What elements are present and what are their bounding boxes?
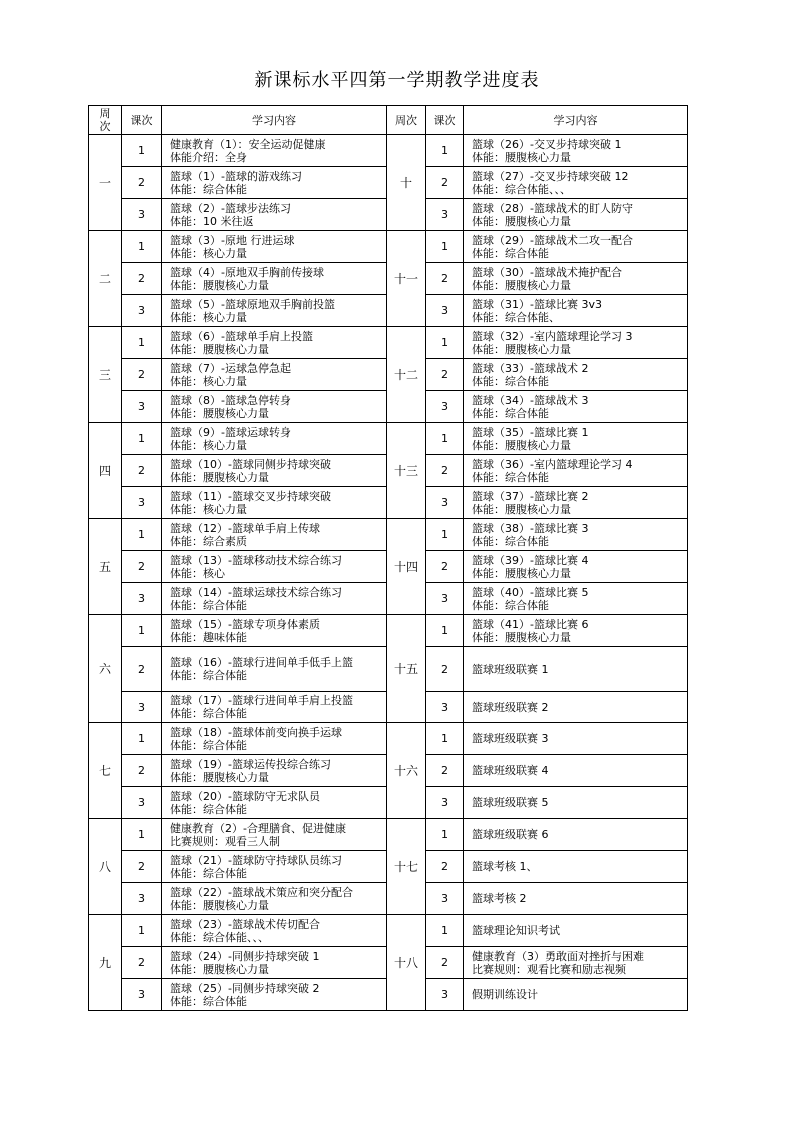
lesson-number-left: 1: [122, 231, 162, 263]
lesson-content-right: [464, 883, 688, 915]
content-line-2: 体能：综合体能、: [472, 310, 560, 324]
lesson-number-left: 2: [122, 455, 162, 487]
week-number-left: 九: [89, 915, 122, 1011]
lesson-number-left: 3: [122, 979, 162, 1011]
content-line-1: 篮球班级联赛 5: [472, 796, 549, 809]
content-line-2: 体能：腰腹核心力量: [170, 962, 269, 976]
content-line-2: 体能：腰腹核心力量: [472, 278, 571, 292]
content-line-1: 篮球（12）-篮球单手肩上传球: [170, 521, 320, 535]
lesson-content-left: [162, 615, 387, 647]
content-line-2: 体能：综合体能: [472, 374, 549, 388]
lesson-content-right: [464, 787, 688, 819]
content-line-1: 篮球（3）-原地 行进运球: [170, 233, 295, 247]
week-number-right: 十: [387, 135, 426, 231]
lesson-number-right: 1: [426, 819, 464, 851]
lesson-content-left: [162, 423, 387, 455]
content-line-1: 篮球理论知识考试: [472, 924, 560, 937]
lesson-number-right: 3: [426, 583, 464, 615]
lesson-content-left: [162, 647, 387, 692]
content-line-1: 篮球（13）-篮球移动技术综合练习: [170, 553, 342, 567]
content-line-1: 篮球（35）-篮球比赛 1: [472, 425, 589, 439]
lesson-content-left: [162, 819, 387, 851]
lesson-content-left: [162, 167, 387, 199]
lesson-number-right: 2: [426, 167, 464, 199]
table-row: [89, 615, 688, 647]
week-number-right: 十一: [387, 231, 426, 327]
lesson-number-right: 1: [426, 423, 464, 455]
lesson-number-right: 2: [426, 755, 464, 787]
content-line-1: 篮球（40）-篮球比赛 5: [472, 585, 589, 599]
table-row: [89, 915, 688, 947]
lesson-number-right: 3: [426, 487, 464, 519]
lesson-content-right: [464, 327, 688, 359]
week-number-right: 十八: [387, 915, 426, 1011]
lesson-content-right: [464, 263, 688, 295]
content-line-1: 篮球（37）-篮球比赛 2: [472, 489, 589, 503]
lesson-number-right: 1: [426, 519, 464, 551]
lesson-number-right: 2: [426, 263, 464, 295]
content-line-1: 篮球（32）-室内篮球理论学习 3: [472, 329, 633, 343]
lesson-number-left: 1: [122, 135, 162, 167]
lesson-content-right: [464, 692, 688, 723]
lesson-number-right: 3: [426, 692, 464, 723]
week-number-left: 六: [89, 615, 122, 723]
lesson-content-right: [464, 295, 688, 327]
content-line-1: 篮球（1）-篮球的游戏练习: [170, 169, 302, 183]
content-line-1: 篮球（18）-篮球体前变向换手运球: [170, 725, 342, 739]
content-line-1: 篮球班级联赛 4: [472, 764, 549, 777]
content-line-1: 篮球（29）-篮球战术二攻一配合: [472, 233, 633, 247]
content-line-1: 假期训练设计: [472, 988, 538, 1001]
lesson-number-right: 1: [426, 915, 464, 947]
content-line-2: 体能：腰腹核心力量: [472, 630, 571, 644]
content-line-2: 体能：综合体能: [472, 246, 549, 260]
content-line-2: 体能：腰腹核心力量: [170, 342, 269, 356]
content-line-2: 体能：腰腹核心力量: [170, 278, 269, 292]
lesson-number-left: 1: [122, 915, 162, 947]
lesson-content-right: [464, 615, 688, 647]
lesson-number-left: 2: [122, 647, 162, 692]
lesson-content-left: [162, 787, 387, 819]
week-number-left: 七: [89, 723, 122, 819]
content-line-2: 体能：综合体能: [170, 669, 247, 682]
content-line-2: 体能：腰腹核心力量: [472, 502, 571, 516]
lesson-content-left: [162, 723, 387, 755]
lesson-number-left: 2: [122, 755, 162, 787]
lesson-number-left: 3: [122, 583, 162, 615]
header-content-left: 学习内容: [162, 106, 387, 135]
lesson-number-left: 3: [122, 391, 162, 423]
lesson-number-right: 3: [426, 883, 464, 915]
lesson-content-left: [162, 519, 387, 551]
content-line-2: 体能：腰腹核心力量: [472, 438, 571, 452]
lesson-number-right: 1: [426, 723, 464, 755]
lesson-number-left: 3: [122, 692, 162, 723]
content-line-1: 篮球（41）-篮球比赛 6: [472, 617, 589, 631]
lesson-content-right: [464, 423, 688, 455]
lesson-content-left: [162, 915, 387, 947]
week-number-right: 十六: [387, 723, 426, 819]
content-line-1: 篮球（14）-篮球运球技术综合练习: [170, 585, 342, 599]
content-line-2: 体能：腰腹核心力量: [472, 150, 571, 164]
content-line-2: 体能介绍：全身: [170, 150, 247, 164]
week-number-right: 十三: [387, 423, 426, 519]
lesson-number-right: 3: [426, 787, 464, 819]
content-line-1: 篮球（21）-篮球防守持球队员练习: [170, 853, 342, 867]
content-line-2: 体能：腰腹核心力量: [170, 406, 269, 420]
lesson-content-right: [464, 755, 688, 787]
lesson-number-right: 2: [426, 947, 464, 979]
lesson-number-left: 1: [122, 723, 162, 755]
lesson-content-left: [162, 327, 387, 359]
lesson-content-left: [162, 135, 387, 167]
content-line-2: 体能：综合体能: [472, 470, 549, 484]
content-line-2: 体能：综合体能: [472, 598, 549, 612]
content-line-1: 篮球（8）-篮球急停转身: [170, 393, 291, 407]
content-line-1: 篮球（7）-运球急停急起: [170, 361, 291, 375]
header-lesson-right: 课次: [426, 106, 464, 135]
content-line-1: 篮球（17）-篮球行进间单手肩上投篮: [170, 694, 353, 707]
content-line-1: 篮球（23）-篮球战术传切配合: [170, 917, 320, 931]
lesson-number-left: 2: [122, 851, 162, 883]
lesson-content-left: [162, 391, 387, 423]
lesson-content-right: [464, 391, 688, 423]
content-line-2: 体能：综合体能: [170, 598, 247, 612]
lesson-content-right: [464, 647, 688, 692]
content-line-2: 体能：综合体能: [170, 866, 247, 880]
content-line-1: 篮球（11）-篮球交叉步持球突破: [170, 489, 331, 503]
lesson-number-left: 3: [122, 787, 162, 819]
content-line-1: 篮球（26）-交叉步持球突破 1: [472, 137, 622, 151]
week-number-left: 一: [89, 135, 122, 231]
lesson-number-right: 2: [426, 647, 464, 692]
lesson-number-left: 2: [122, 359, 162, 391]
content-line-2: 体能：核心力量: [170, 246, 247, 260]
lesson-number-left: 3: [122, 199, 162, 231]
header-content-right: 学习内容: [464, 106, 688, 135]
content-line-1: 篮球（19）-篮球运传投综合练习: [170, 757, 331, 771]
content-line-1: 篮球班级联赛 3: [472, 732, 549, 745]
table-row: [89, 723, 688, 755]
content-line-1: 篮球（22）-篮球战术策应和突分配合: [170, 885, 353, 899]
lesson-content-left: [162, 583, 387, 615]
lesson-number-right: 2: [426, 551, 464, 583]
lesson-number-right: 3: [426, 391, 464, 423]
content-line-1: 篮球（15）-篮球专项身体素质: [170, 617, 320, 631]
content-line-1: 健康教育（1）：安全运动促健康: [170, 137, 326, 151]
lesson-content-left: [162, 487, 387, 519]
lesson-number-left: 1: [122, 819, 162, 851]
content-line-2: 体能：腰腹核心力量: [472, 214, 571, 228]
lesson-number-left: 1: [122, 615, 162, 647]
week-number-left: 四: [89, 423, 122, 519]
content-line-1: 篮球（9）-篮球运球转身: [170, 425, 291, 439]
content-line-1: 篮球（28）-篮球战术的盯人防守: [472, 201, 633, 215]
content-line-2: 体能：腰腹核心力量: [170, 470, 269, 484]
content-line-2: 比赛规则：观看三人制: [170, 834, 280, 848]
lesson-number-right: 1: [426, 327, 464, 359]
content-line-2: 体能：核心力量: [170, 438, 247, 452]
lesson-content-left: [162, 231, 387, 263]
table-row: [89, 819, 688, 851]
table-row: [89, 231, 688, 263]
week-number-right: 十二: [387, 327, 426, 423]
lesson-number-left: 2: [122, 947, 162, 979]
week-number-right: 十四: [387, 519, 426, 615]
lesson-number-right: 2: [426, 851, 464, 883]
content-line-2: 体能：核心力量: [170, 502, 247, 516]
content-line-1: 篮球班级联赛 2: [472, 700, 549, 714]
content-line-1: 篮球（6）-篮球单手肩上投篮: [170, 329, 313, 343]
content-line-1: 篮球（10）-篮球同侧步持球突破: [170, 457, 331, 471]
lesson-content-left: [162, 263, 387, 295]
lesson-content-right: [464, 583, 688, 615]
content-line-1: 篮球（36）-室内篮球理论学习 4: [472, 457, 633, 471]
table-row: [89, 423, 688, 455]
lesson-content-left: [162, 755, 387, 787]
header-week-right: 周次: [387, 106, 426, 135]
content-line-1: 篮球班级联赛 6: [472, 828, 549, 841]
page-title: 新课标水平四第一学期教学进度表: [254, 70, 540, 91]
lesson-content-right: [464, 359, 688, 391]
content-line-1: 篮球考核 1、: [472, 860, 538, 873]
lesson-content-left: [162, 295, 387, 327]
content-line-1: 篮球（27）-交叉步持球突破 12: [472, 169, 629, 183]
lesson-content-right: [464, 231, 688, 263]
lesson-number-right: 1: [426, 231, 464, 263]
week-number-left: 二: [89, 231, 122, 327]
lesson-number-right: 2: [426, 359, 464, 391]
lesson-content-right: [464, 723, 688, 755]
content-line-2: 体能：10 米往返: [170, 214, 254, 228]
lesson-content-left: [162, 851, 387, 883]
week-number-left: 五: [89, 519, 122, 615]
lesson-number-left: 2: [122, 167, 162, 199]
content-line-1: 篮球（2）-篮球步法练习: [170, 201, 291, 215]
lesson-content-right: [464, 519, 688, 551]
content-line-1: 篮球（4）-原地双手胸前传接球: [170, 265, 324, 279]
content-line-1: 篮球（20）-篮球防守无求队员: [170, 789, 320, 803]
lesson-content-right: [464, 455, 688, 487]
lesson-content-right: [464, 167, 688, 199]
lesson-number-right: 3: [426, 979, 464, 1011]
content-line-2: 体能：综合体能: [472, 534, 549, 548]
lesson-content-left: [162, 551, 387, 583]
content-line-1: 篮球（30）-篮球战术掩护配合: [472, 265, 622, 279]
lesson-content-right: [464, 551, 688, 583]
lesson-content-left: [162, 947, 387, 979]
content-line-1: 篮球（5）-篮球原地双手胸前投篮: [170, 297, 335, 311]
lesson-number-left: 1: [122, 519, 162, 551]
content-line-1: 篮球（38）-篮球比赛 3: [472, 521, 589, 535]
lesson-number-left: 1: [122, 327, 162, 359]
content-line-1: 篮球（31）-篮球比赛 3v3: [472, 297, 602, 311]
content-line-1: 篮球（25）-同侧步持球突破 2: [170, 981, 320, 995]
week-number-right: 十五: [387, 615, 426, 723]
content-line-1: 篮球（33）-篮球战术 2: [472, 361, 589, 375]
lesson-content-left: [162, 883, 387, 915]
lesson-content-left: [162, 359, 387, 391]
lesson-content-right: [464, 135, 688, 167]
content-line-2: 体能：核心: [170, 566, 225, 580]
content-line-2: 体能：综合体能、、、: [472, 182, 571, 196]
content-line-2: 体能：综合体能: [170, 802, 247, 816]
content-line-1: 篮球（16）-篮球行进间单手低手上篮: [170, 656, 353, 669]
lesson-number-right: 1: [426, 615, 464, 647]
week-number-right: 十七: [387, 819, 426, 915]
content-line-2: 体能：综合体能: [170, 738, 247, 752]
header-week-left: 周次: [89, 106, 122, 135]
content-line-2: 体能：腰腹核心力量: [170, 770, 269, 784]
table-row: [89, 519, 688, 551]
content-line-2: 体能：综合体能: [170, 182, 247, 196]
lesson-content-left: [162, 979, 387, 1011]
content-line-2: 体能：综合体能: [170, 994, 247, 1008]
schedule-table: [88, 105, 688, 1011]
content-line-2: 体能：腰腹核心力量: [472, 342, 571, 356]
content-line-1: 篮球（34）-篮球战术 3: [472, 393, 589, 407]
lesson-content-right: [464, 947, 688, 979]
content-line-2: 体能：综合体能: [472, 406, 549, 420]
lesson-number-right: 2: [426, 455, 464, 487]
content-line-2: 体能：核心力量: [170, 310, 247, 324]
lesson-content-right: [464, 915, 688, 947]
content-line-2: 体能：综合素质: [170, 534, 247, 548]
content-line-2: 体能：综合体能、、、: [170, 930, 269, 944]
content-line-1: 健康教育（2）-合理膳食、促进健康: [170, 821, 346, 835]
content-line-1: 篮球（39）-篮球比赛 4: [472, 553, 589, 567]
table-row: [89, 327, 688, 359]
content-line-2: 体能：趣味体能: [170, 630, 247, 644]
header-lesson-left: 课次: [122, 106, 162, 135]
content-line-1: 篮球班级联赛 1: [472, 662, 549, 676]
lesson-content-right: [464, 851, 688, 883]
content-line-2: 比赛规则：观看比赛和励志视频: [472, 962, 626, 976]
lesson-number-left: 1: [122, 423, 162, 455]
lesson-number-right: 3: [426, 295, 464, 327]
lesson-number-left: 2: [122, 263, 162, 295]
lesson-content-left: [162, 692, 387, 723]
week-number-left: 三: [89, 327, 122, 423]
lesson-content-right: [464, 199, 688, 231]
content-line-2: 体能：腰腹核心力量: [170, 898, 269, 912]
content-line-2: 体能：综合体能: [170, 707, 247, 720]
lesson-number-left: 3: [122, 487, 162, 519]
lesson-content-left: [162, 199, 387, 231]
content-line-1: 篮球考核 2: [472, 892, 527, 905]
lesson-content-right: [464, 819, 688, 851]
lesson-number-right: 1: [426, 135, 464, 167]
lesson-content-right: [464, 487, 688, 519]
lesson-content-right: [464, 979, 688, 1011]
lesson-content-left: [162, 455, 387, 487]
content-line-1: 篮球（24）-同侧步持球突破 1: [170, 949, 320, 963]
lesson-number-right: 3: [426, 199, 464, 231]
lesson-number-left: 3: [122, 883, 162, 915]
week-number-left: 八: [89, 819, 122, 915]
content-line-2: 体能：腰腹核心力量: [472, 566, 571, 580]
header-row: [89, 106, 688, 135]
content-line-2: 体能：核心力量: [170, 374, 247, 388]
lesson-number-left: 3: [122, 295, 162, 327]
table-row: [89, 135, 688, 167]
lesson-number-left: 2: [122, 551, 162, 583]
content-line-1: 健康教育（3）勇敢面对挫折与困难: [472, 949, 644, 963]
